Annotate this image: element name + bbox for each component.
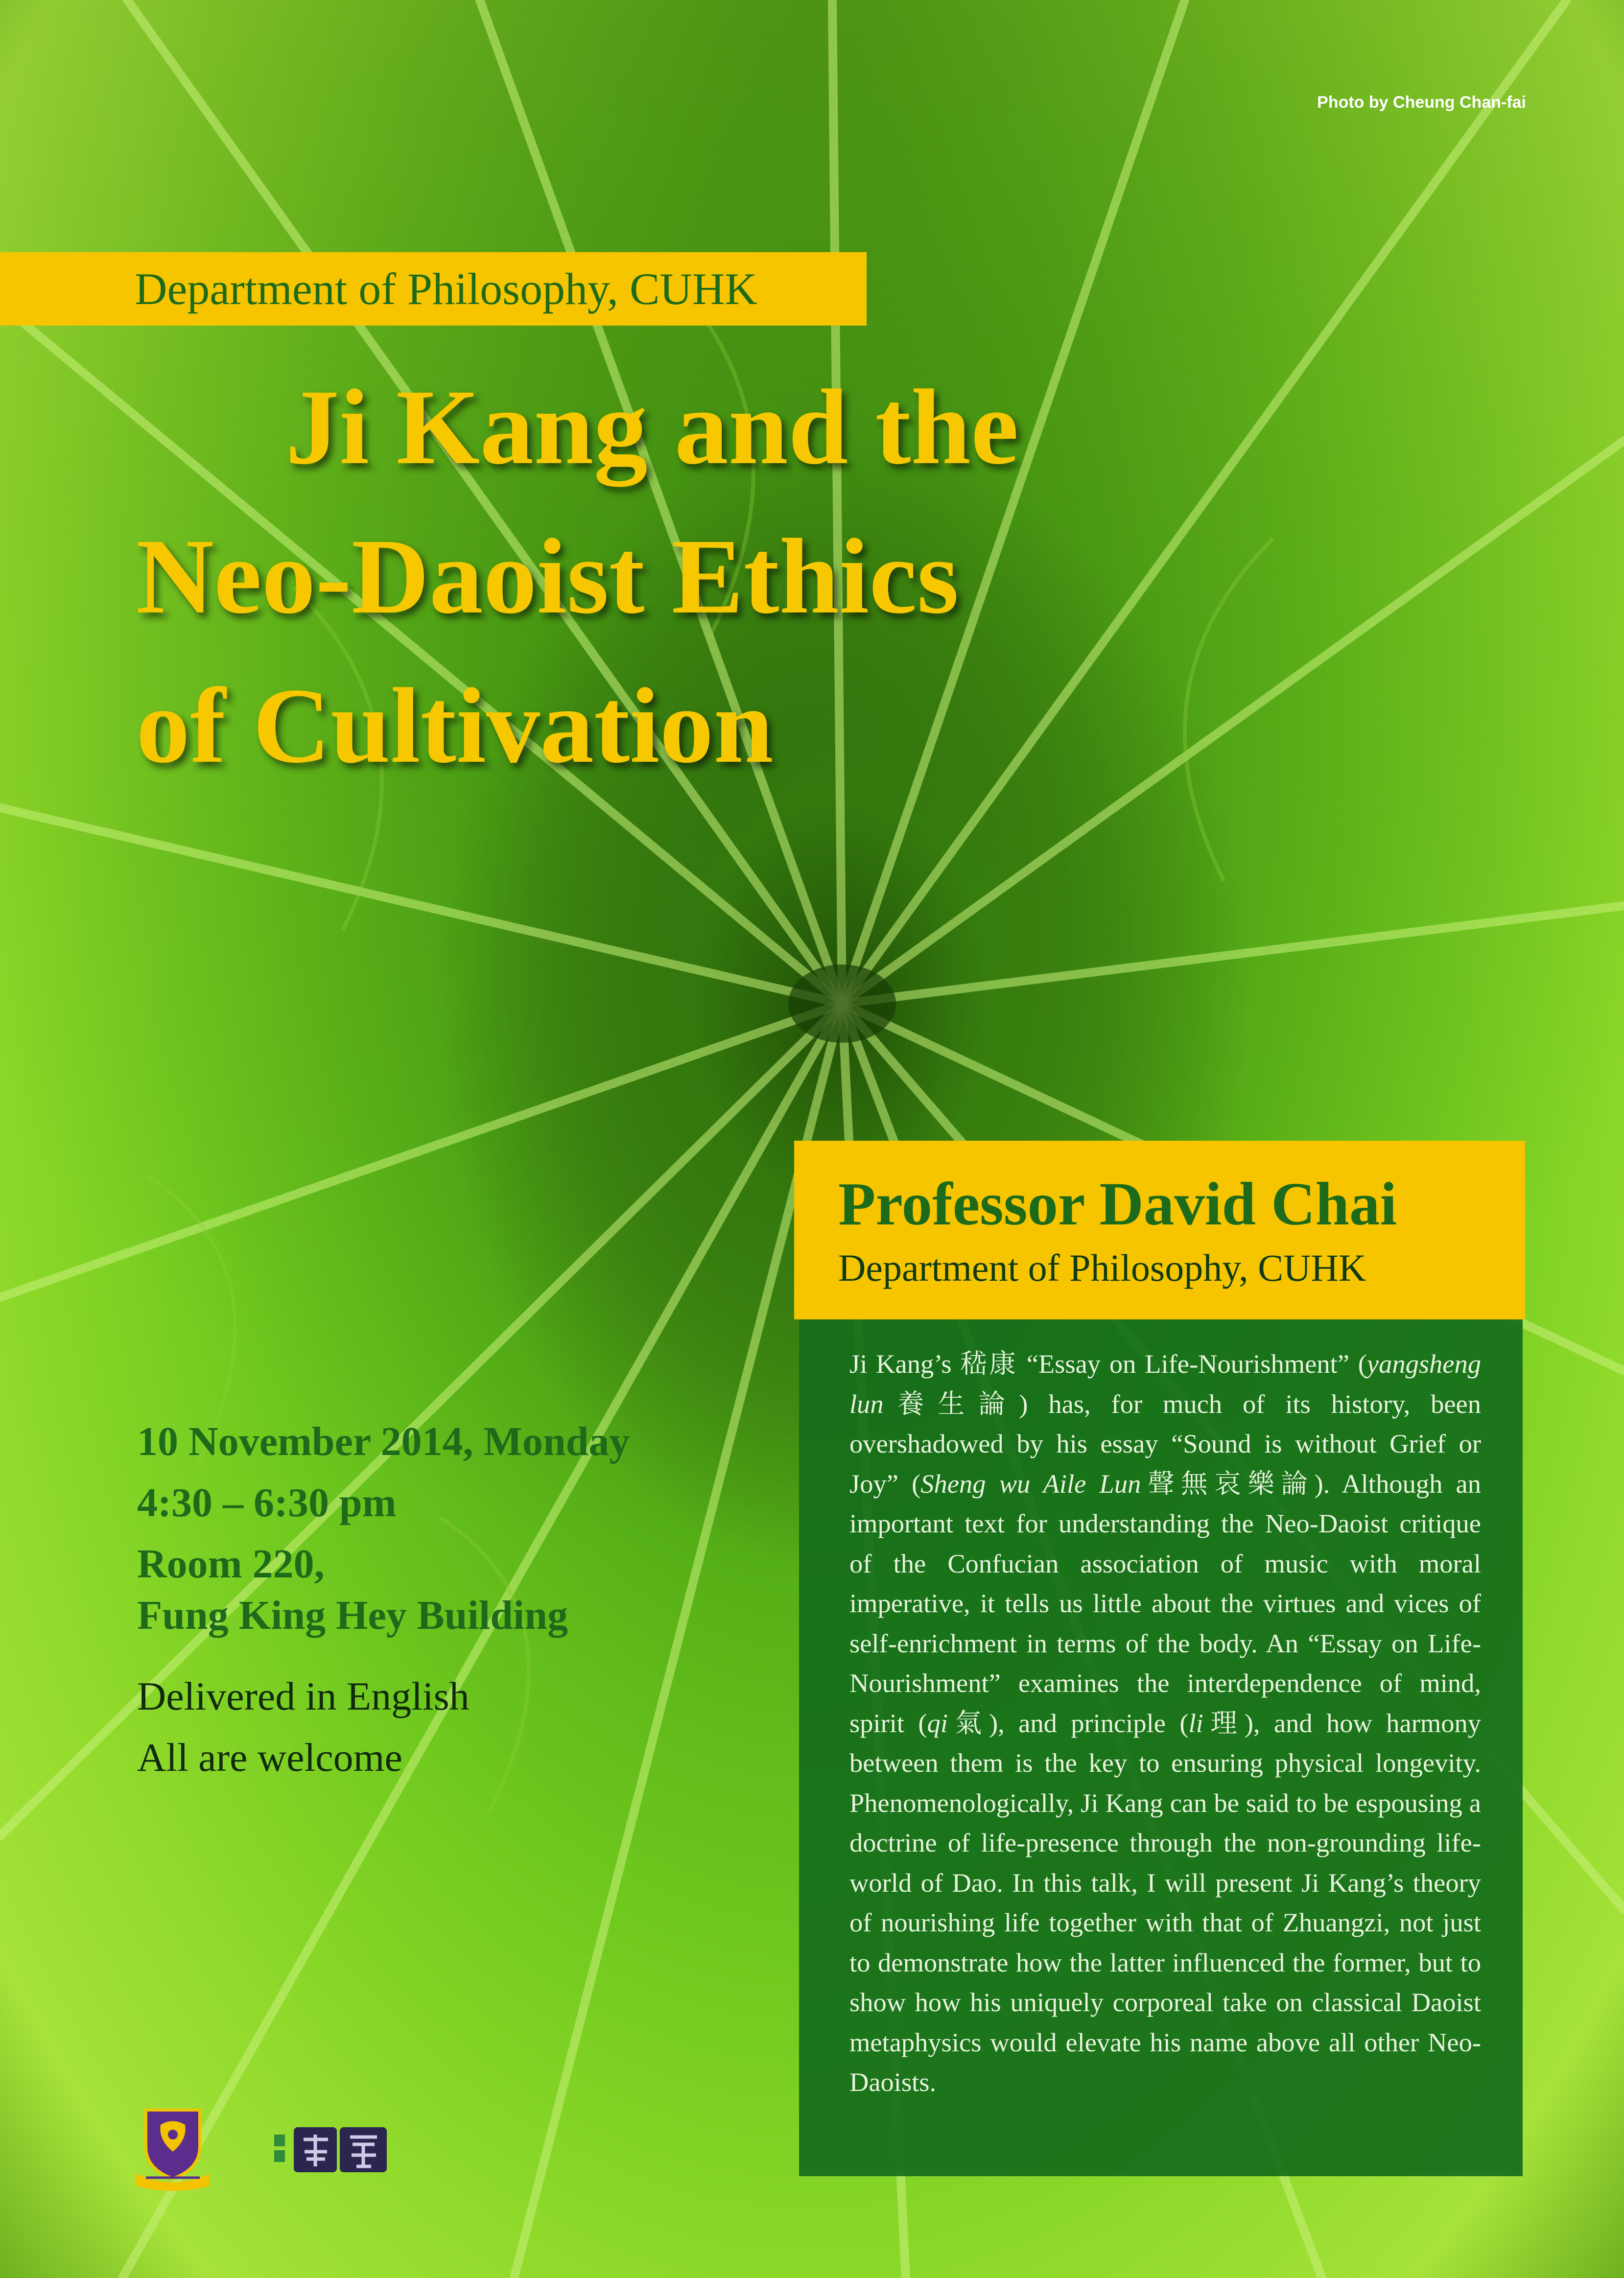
abstract-part-3: 聲無哀樂論). Although an important text for understanding the Neo-Daoist critique of the Confucian association of music with moral imperative, it tells us little about the virtues and vices of self-enrichment in terms of the body. An “Essay on Life-Nourishment” examines the interdependence of mind, spirit ( [849, 1468, 1481, 1738]
lecture-title-line-1: Ji Kang and the [285, 367, 1019, 487]
abstract-term-qi: qi [927, 1708, 948, 1738]
lecture-title-line-3: of Cultivation [136, 666, 774, 785]
abstract-part-2: 養生論) has, for much of its history, been overshadowed by his essay “Sound is without Grief or Joy” ( [849, 1388, 1481, 1499]
lecture-title [136, 352, 1213, 800]
abstract-part-1: Ji Kang’s 嵇康 “Essay on Life-Nourishment” ( [849, 1349, 1367, 1379]
abstract-term-li: li [1188, 1708, 1203, 1738]
event-building: Fung King Hey Building [137, 1593, 568, 1638]
speaker-name: Professor David Chai [838, 1171, 1397, 1238]
abstract-text [849, 1344, 1481, 2102]
event-time: 4:30 – 6:30 pm [137, 1480, 397, 1526]
event-welcome: All are welcome [137, 1735, 402, 1780]
event-details [137, 1410, 774, 1787]
philosophy-seal-icon [274, 2120, 394, 2179]
abstract-part-4: 氣), and principle ( [947, 1708, 1189, 1738]
photo-credit: Photo by Cheung Chan-fai [1317, 93, 1526, 112]
speaker-department: Department of Philosophy, CUHK [838, 1246, 1366, 1289]
abstract-part-5: 理), and how harmony between them is the key to ensuring physical longevity. Phenomenologically, Ji Kang can be said to be espousing a doctrine of life-presence through the non-grounding life-world of Dao. In this talk, I will present Ji Kang’s theory of nourishing life together with that of Zhuangzi, not just to demonstrate how the latter influenced the former, but to show how his uniquely corporeal take on classical Daoist metaphysics would elevate his name above all other Neo-Daoists. [849, 1708, 1481, 2097]
event-date: 10 November 2014, Monday [137, 1419, 630, 1464]
event-room: Room 220, [137, 1541, 325, 1587]
abstract-term-sheng-wu-aile-lun: Sheng wu Aile Lun [920, 1468, 1141, 1499]
cuhk-crest-icon [126, 2100, 219, 2193]
abstract-term-yangsheng-lun: yangsheng lun [849, 1349, 1481, 1419]
lecture-title-line-2: Neo-Daoist Ethics [136, 517, 959, 636]
event-language: Delivered in English [137, 1674, 470, 1718]
department-heading: Department of Philosophy, CUHK [135, 264, 757, 314]
